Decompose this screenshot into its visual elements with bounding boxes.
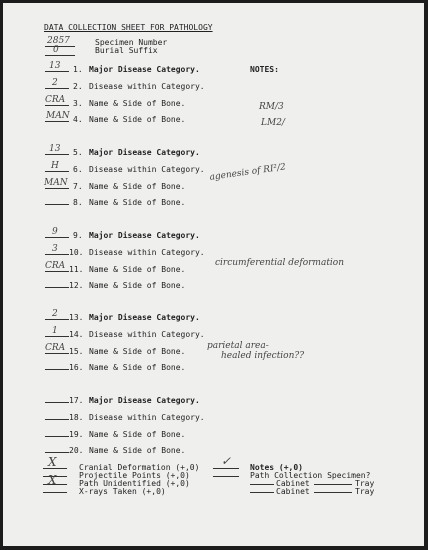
row-7-number: 7.	[73, 182, 83, 191]
tray-1-label: Tray	[355, 479, 375, 488]
row-5-label: Major Disease Category.	[89, 148, 200, 157]
cranial-deformation-line	[43, 468, 67, 469]
row-9-label: Major Disease Category.	[89, 231, 200, 240]
row-15-line	[45, 353, 69, 354]
row-3-number: 3.	[73, 99, 83, 108]
row-6-number: 6.	[73, 165, 83, 174]
notes-label: NOTES:	[250, 65, 279, 74]
note-healed-infection: healed infection??	[221, 351, 305, 361]
specimen-number-line	[45, 46, 75, 47]
row-4-entry[interactable]: MAN	[46, 111, 70, 121]
row-2-number: 2.	[73, 82, 83, 91]
row-4-label: Name & Side of Bone.	[89, 115, 186, 124]
row-1-number: 1.	[73, 65, 83, 74]
row-6-label: Disease within Category.	[89, 165, 205, 174]
row-16-label: Name & Side of Bone.	[89, 363, 186, 372]
xrays-taken-line	[43, 492, 67, 493]
path-unidentified-label: Path Unidentified (+,0)	[79, 479, 190, 488]
row-8-line	[45, 204, 69, 205]
row-10-number: 10.	[69, 248, 84, 257]
row-7-line	[45, 188, 69, 189]
note-rm3: RM/3	[259, 102, 284, 112]
row-11-label: Name & Side of Bone.	[89, 265, 186, 274]
row-7-label: Name & Side of Bone.	[89, 182, 186, 191]
cabinet-2-label: Cabinet	[276, 487, 310, 496]
burial-suffix-value[interactable]: 0	[53, 45, 59, 55]
row-11-number: 11.	[69, 265, 84, 274]
row-2-entry[interactable]: 2	[52, 78, 58, 88]
row-1-label: Major Disease Category.	[89, 65, 200, 74]
row-3-line	[45, 105, 69, 106]
burial-suffix-label: Burial Suffix	[95, 46, 158, 55]
row-13-number: 13.	[69, 313, 84, 322]
projectile-points-label: Projectile Points (+,0)	[79, 471, 190, 480]
row-12-line	[45, 287, 69, 288]
row-15-entry[interactable]: CRA	[45, 343, 66, 353]
row-14-entry[interactable]: 1	[52, 326, 58, 336]
path-collection-line	[213, 476, 239, 477]
row-10-line	[45, 254, 69, 255]
cranial-deformation-label: Cranial Deformation (+,0)	[79, 463, 200, 472]
row-12-label: Name & Side of Bone.	[89, 281, 186, 290]
tray-2-label: Tray	[355, 487, 375, 496]
row-11-line	[45, 271, 69, 272]
row-17-line	[45, 402, 69, 403]
row-19-number: 19.	[69, 430, 84, 439]
row-2-line	[45, 88, 69, 89]
row-19-line	[45, 436, 69, 437]
row-13-line	[45, 319, 69, 320]
note-lm2: LM2/	[261, 118, 285, 128]
row-4-line	[45, 121, 69, 122]
row-18-label: Disease within Category.	[89, 413, 205, 422]
cabinet-1-label: Cabinet	[276, 479, 310, 488]
path-unidentified-line	[43, 484, 67, 485]
note-agenesis: agenesis of RI²/2	[209, 162, 287, 183]
cranial-deformation-mark[interactable]: X	[48, 455, 57, 469]
row-6-entry[interactable]: H	[51, 161, 59, 171]
row-1-entry[interactable]: 13	[49, 61, 61, 71]
row-8-label: Name & Side of Bone.	[89, 198, 186, 207]
notes-checkmark[interactable]: ✓	[221, 454, 232, 468]
path-collection-label: Path Collection Specimen?	[250, 471, 371, 480]
row-12-number: 12.	[69, 281, 84, 290]
row-20-label: Name & Side of Bone.	[89, 446, 186, 455]
row-13-label: Major Disease Category.	[89, 313, 200, 322]
specimen-number-value[interactable]: 2857	[47, 36, 70, 46]
row-5-entry[interactable]: 13	[49, 144, 61, 154]
footer-notes-label: Notes (+,0)	[250, 463, 303, 472]
tray-1-line	[314, 484, 352, 485]
row-5-line	[45, 154, 69, 155]
row-16-line	[45, 369, 69, 370]
row-9-line	[45, 237, 69, 238]
row-10-label: Disease within Category.	[89, 248, 205, 257]
row-13-entry[interactable]: 2	[52, 309, 58, 319]
row-5-number: 5.	[73, 148, 83, 157]
row-17-number: 17.	[69, 396, 84, 405]
pathology-sheet	[3, 3, 424, 546]
row-17-label: Major Disease Category.	[89, 396, 200, 405]
row-16-number: 16.	[69, 363, 84, 372]
row-2-label: Disease within Category.	[89, 82, 205, 91]
row-7-entry[interactable]: MAN	[44, 178, 68, 188]
row-19-label: Name & Side of Bone.	[89, 430, 186, 439]
row-15-number: 15.	[69, 347, 84, 356]
xrays-taken-label: X-rays Taken (+,0)	[79, 487, 166, 496]
specimen-number-label: Specimen Number	[95, 38, 168, 47]
row-3-label: Name & Side of Bone.	[89, 99, 186, 108]
row-4-number: 4.	[73, 115, 83, 124]
sheet-title: DATA COLLECTION SHEET FOR PATHOLOGY	[44, 23, 213, 32]
row-10-entry[interactable]: 3	[52, 244, 58, 254]
notes-line	[213, 468, 239, 469]
row-14-number: 14.	[69, 330, 84, 339]
row-6-line	[45, 171, 69, 172]
tray-2-line	[314, 492, 352, 493]
burial-suffix-line	[45, 55, 75, 56]
row-9-number: 9.	[73, 231, 83, 240]
row-11-entry[interactable]: CRA	[45, 261, 66, 271]
note-parietal: parietal area-	[207, 341, 269, 351]
row-14-line	[45, 336, 69, 337]
row-14-label: Disease within Category.	[89, 330, 205, 339]
row-20-line	[45, 452, 69, 453]
cabinet-1-line	[250, 484, 274, 485]
note-circumferential: circumferential deformation	[215, 258, 345, 268]
row-15-label: Name & Side of Bone.	[89, 347, 186, 356]
cabinet-2-line	[250, 492, 274, 493]
row-1-line	[45, 71, 69, 72]
row-20-number: 20.	[69, 446, 84, 455]
row-3-entry[interactable]: CRA	[45, 95, 66, 105]
row-18-line	[45, 419, 69, 420]
row-18-number: 18.	[69, 413, 84, 422]
row-8-number: 8.	[73, 198, 83, 207]
row-9-entry[interactable]: 9	[52, 227, 58, 237]
path-unidentified-mark[interactable]: X	[48, 473, 57, 487]
